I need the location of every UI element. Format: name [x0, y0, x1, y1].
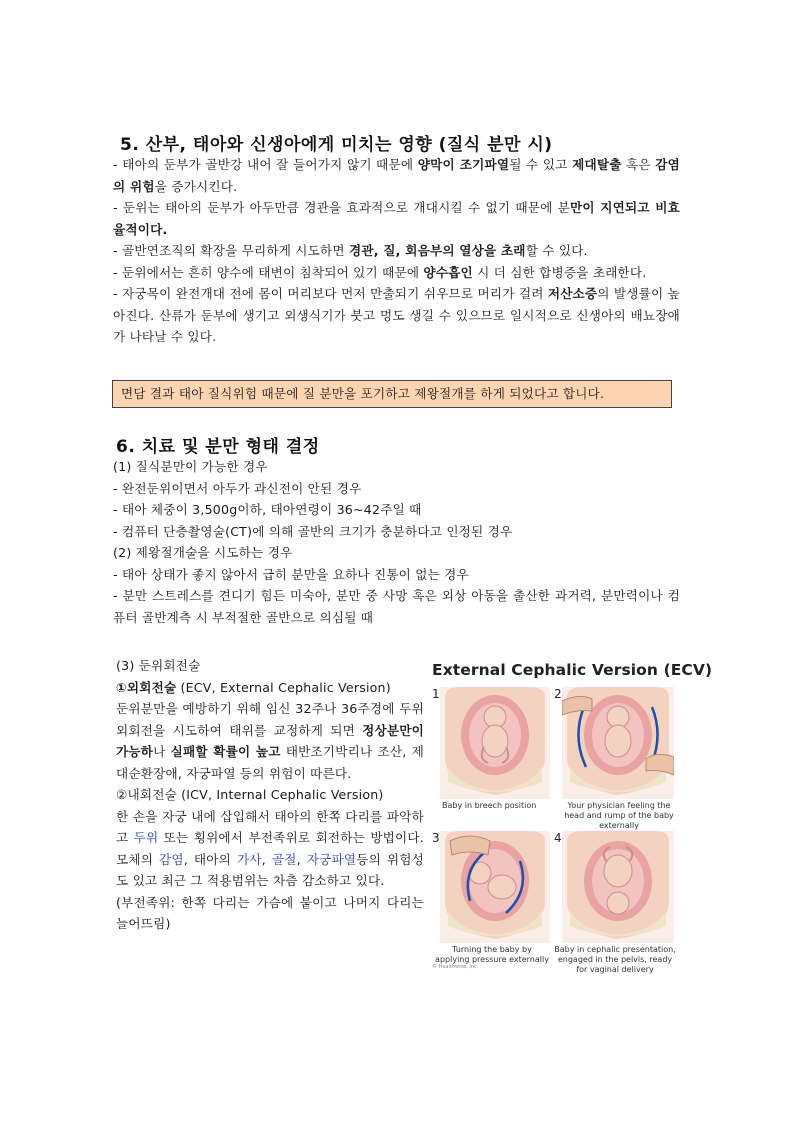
list-item: - 컴퓨터 단층촬영술(CT)에 의해 골반의 크기가 충분하다고 인정된 경우: [113, 523, 513, 539]
list-item: - 완전둔위이면서 아두가 과신전이 안된 경우: [113, 480, 362, 496]
figure-title: External Cephalic Version (ECV): [432, 661, 713, 679]
ecv-paragraph: 둔위분만을 예방하기 위해 임신 32주나 36주경에 두위 외회전을 시도하여 태위를 교정하게 되면 정상분만이 가능하나 실패할 확률이 높고 태반조기박리나 조산, 제대순환장애, 자궁파열 등의 위험이 따른다.: [116, 701, 424, 781]
panel-caption: Baby in cephalic presentation, engaged in the pelvis, ready for vaginal delivery: [554, 945, 676, 974]
section-6-body: [113, 456, 680, 628]
panel-2: [554, 687, 676, 830]
paragraph: - 태아의 둔부가 골반강 내어 잘 들어가지 않기 때문에 양막이 조기파열될 수 있고 제대탈출 혹은 감염의 위험을 증가시킨다.: [113, 157, 680, 194]
section-6-heading: 6. 치료 및 분만 형태 결정: [116, 437, 320, 457]
panel-number: 2: [554, 687, 562, 701]
ecv-illustration: [430, 655, 713, 975]
copyright-text: © Healthwise, Inc.: [432, 964, 479, 970]
panel-caption: Your physician feeling the head and rump of the baby externally: [564, 801, 674, 830]
panel-caption: Turning the baby by applying pressure externally: [435, 945, 549, 964]
section-5-body: [113, 154, 680, 348]
version-section-body: [116, 655, 424, 935]
list-item: - 분만 스트레스를 견디기 힘든 미숙아, 분만 중 사망 혹은 외상 아동을 출산한 과거력, 분만력이나 컴퓨터 골반계측 시 부적절한 골반으로 의심될 때: [113, 588, 680, 625]
panel-number: 4: [554, 831, 562, 845]
panel-number: 3: [432, 831, 440, 845]
footnote: (부전족위: 한쪽 다리는 가슴에 붙이고 나머지 다리는 늘어뜨림): [116, 894, 424, 931]
paragraph: - 골반연조직의 확장을 무리하게 시도하면 경관, 질, 회음부의 열상을 초래할 수 있다.: [113, 243, 588, 258]
list-item: - 태아 체중이 3,500g이하, 태아연령이 36~42주일 때: [113, 502, 422, 517]
panel-1: [432, 687, 550, 815]
panel-number: 1: [432, 687, 440, 701]
panel-3: [432, 831, 550, 975]
subheading: (3) 둔위회전술: [116, 658, 201, 673]
paragraph: - 둔위는 태아의 둔부가 아두만큼 경관을 효과적으로 개대시킬 수 없기 때문에 분만이 지연되고 비효율적이다.: [113, 200, 681, 237]
section-5-heading: 5. 산부, 태아와 신생아에게 미치는 영향 (질식 분만 시): [120, 135, 553, 155]
panel-caption: Baby in breech position: [442, 801, 537, 810]
icv-paragraph: 한 손을 자궁 내에 삽입해서 태아의 한쪽 다리를 파악하고 두위 또는 횡위에서 부전족위로 회전하는 방법이다. 모체의 감염, 태아의 가사, 골절, 자궁파열등의 위험성도 있고 최근 그 적용범위는 차츰 감소하고 있다.: [116, 808, 424, 888]
panel-4: [554, 831, 676, 975]
breech-position-drawing: [440, 687, 550, 799]
interview-note-box: 면담 결과 태아 질식위험 때문에 질 분만을 포기하고 제왕절개를 하게 되었다고 합니다.: [112, 380, 672, 408]
ecv-title: ①외회전술 (ECV, External Cephalic Version): [116, 679, 391, 695]
turning-baby-drawing: [440, 831, 550, 943]
external-palpation-drawing: [562, 687, 674, 799]
list-item: (1) 질식분만이 가능한 경우: [113, 459, 268, 474]
list-item: - 태아 상태가 좋지 않아서 급히 분만을 요하나 진통이 없는 경우: [113, 566, 469, 582]
paragraph: - 자궁목이 완전개대 전에 몸이 머리보다 먼저 만출되기 쉬우므로 머리가 걸려 저산소증의 발생률이 높아진다. 산류가 둔부에 생기고 외생식기가 붓고 멍도 생길 수 있으므로 일시적으로 신생아의 배뇨장애가 나타날 수 있다.: [113, 286, 680, 344]
list-item: (2) 제왕절개술을 시도하는 경우: [113, 545, 293, 560]
icv-title: ②내회전술 (ICV, Internal Cephalic Version): [116, 787, 384, 802]
cephalic-presentation-drawing: [562, 831, 674, 943]
paragraph: - 둔위에서는 흔히 양수에 태변이 침착되어 있기 때문에 양수흡인 시 더 심한 합병증을 초래한다.: [113, 264, 647, 280]
